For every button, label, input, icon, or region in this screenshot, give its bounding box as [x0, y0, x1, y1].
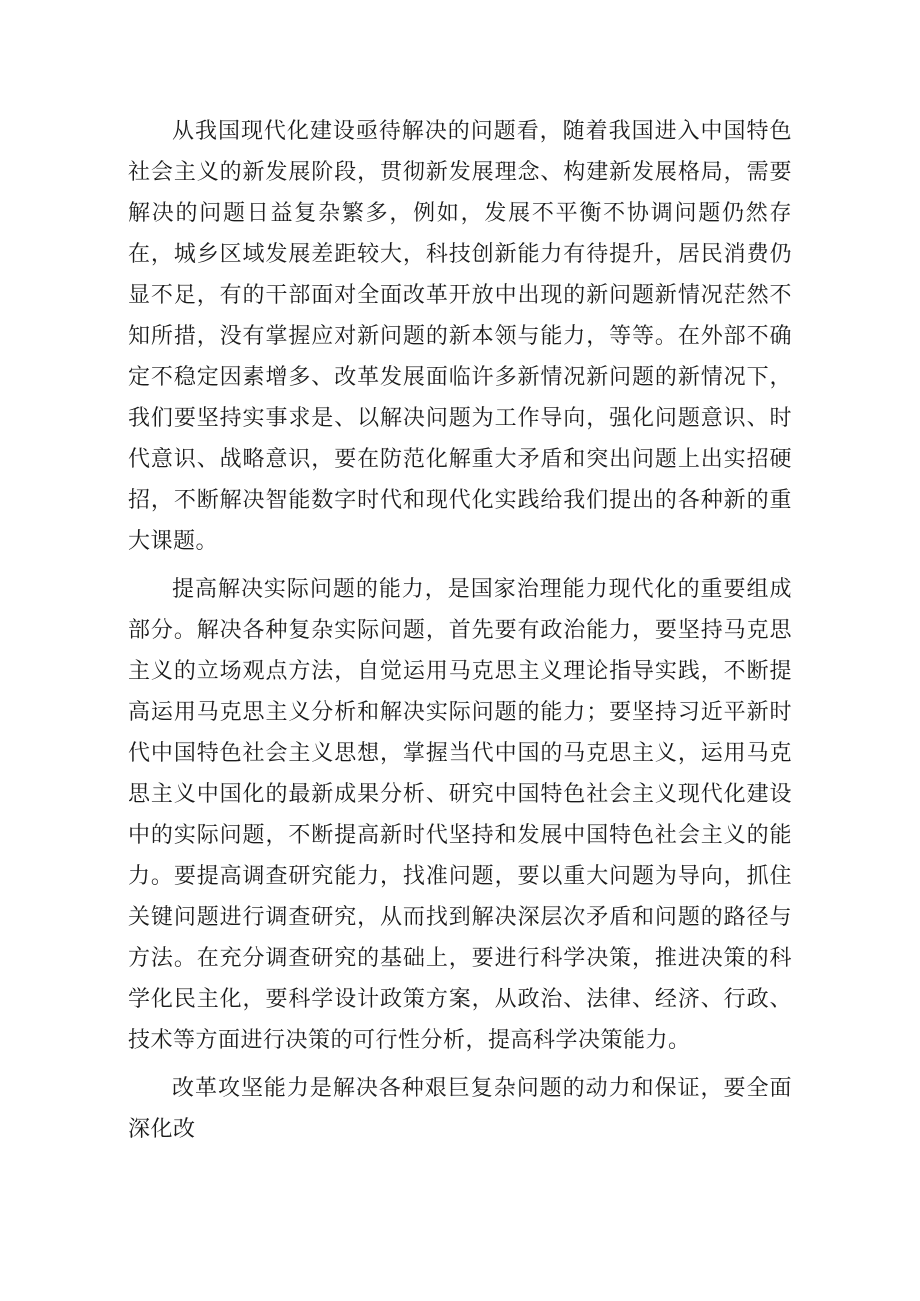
paragraph-3: 改革攻坚能力是解决各种艰巨复杂问题的动力和保证，要全面深化改 — [128, 1076, 792, 1142]
paragraph-2: 提高解决实际问题的能力，是国家治理能力现代化的重要组成部分。解决各种复杂实际问题，首先要有政治能力，要坚持马克思主义的立场观点方法，自觉运用马克思主义理论指导实践，不断提高运用马克思主义分析和解决实际问题的能力；要坚持习近平新时代中国特色社会主义思想，掌握当代中国的马克思主义，运用马克思主义中国化的最新成果分析、研究中国特色社会主义现代化建设中的实际问题，不断提高新时代坚持和发展中国特色社会主义的能力。要提高调查研究能力，找准问题，要以重大问题为导向，抓住关键问题进行调查研究，从而找到解决深层次矛盾和问题的路径与方法。在充分调查研究的基础上，要进行科学决策，推进决策的科学化民主化，要科学设计政策方案，从政治、法律、经济、行政、技术等方面进行决策的可行性分析，提高科学决策能力。 — [128, 577, 792, 1053]
document-body — [128, 111, 792, 1157]
paragraph-1: 从我国现代化建设亟待解决的问题看，随着我国进入中国特色社会主义的新发展阶段，贯彻新发展理念、构建新发展格局，需要解决的问题日益复杂繁多，例如，发展不平衡不协调问题仍然存在，城乡区域发展差距较大，科技创新能力有待提升，居民消费仍显不足，有的干部面对全面改革开放中出现的新问题新情况茫然不知所措，没有掌握应对新问题的新本领与能力，等等。在外部不确定不稳定因素增多、改革发展面临许多新情况新问题的新情况下，我们要坚持实事求是、以解决问题为工作导向，强化问题意识、时代意识、战略意识，要在防范化解重大矛盾和突出问题上出实招硬招，不断解决智能数字时代和现代化实践给我们提出的各种新的重大课题。 — [128, 119, 792, 554]
